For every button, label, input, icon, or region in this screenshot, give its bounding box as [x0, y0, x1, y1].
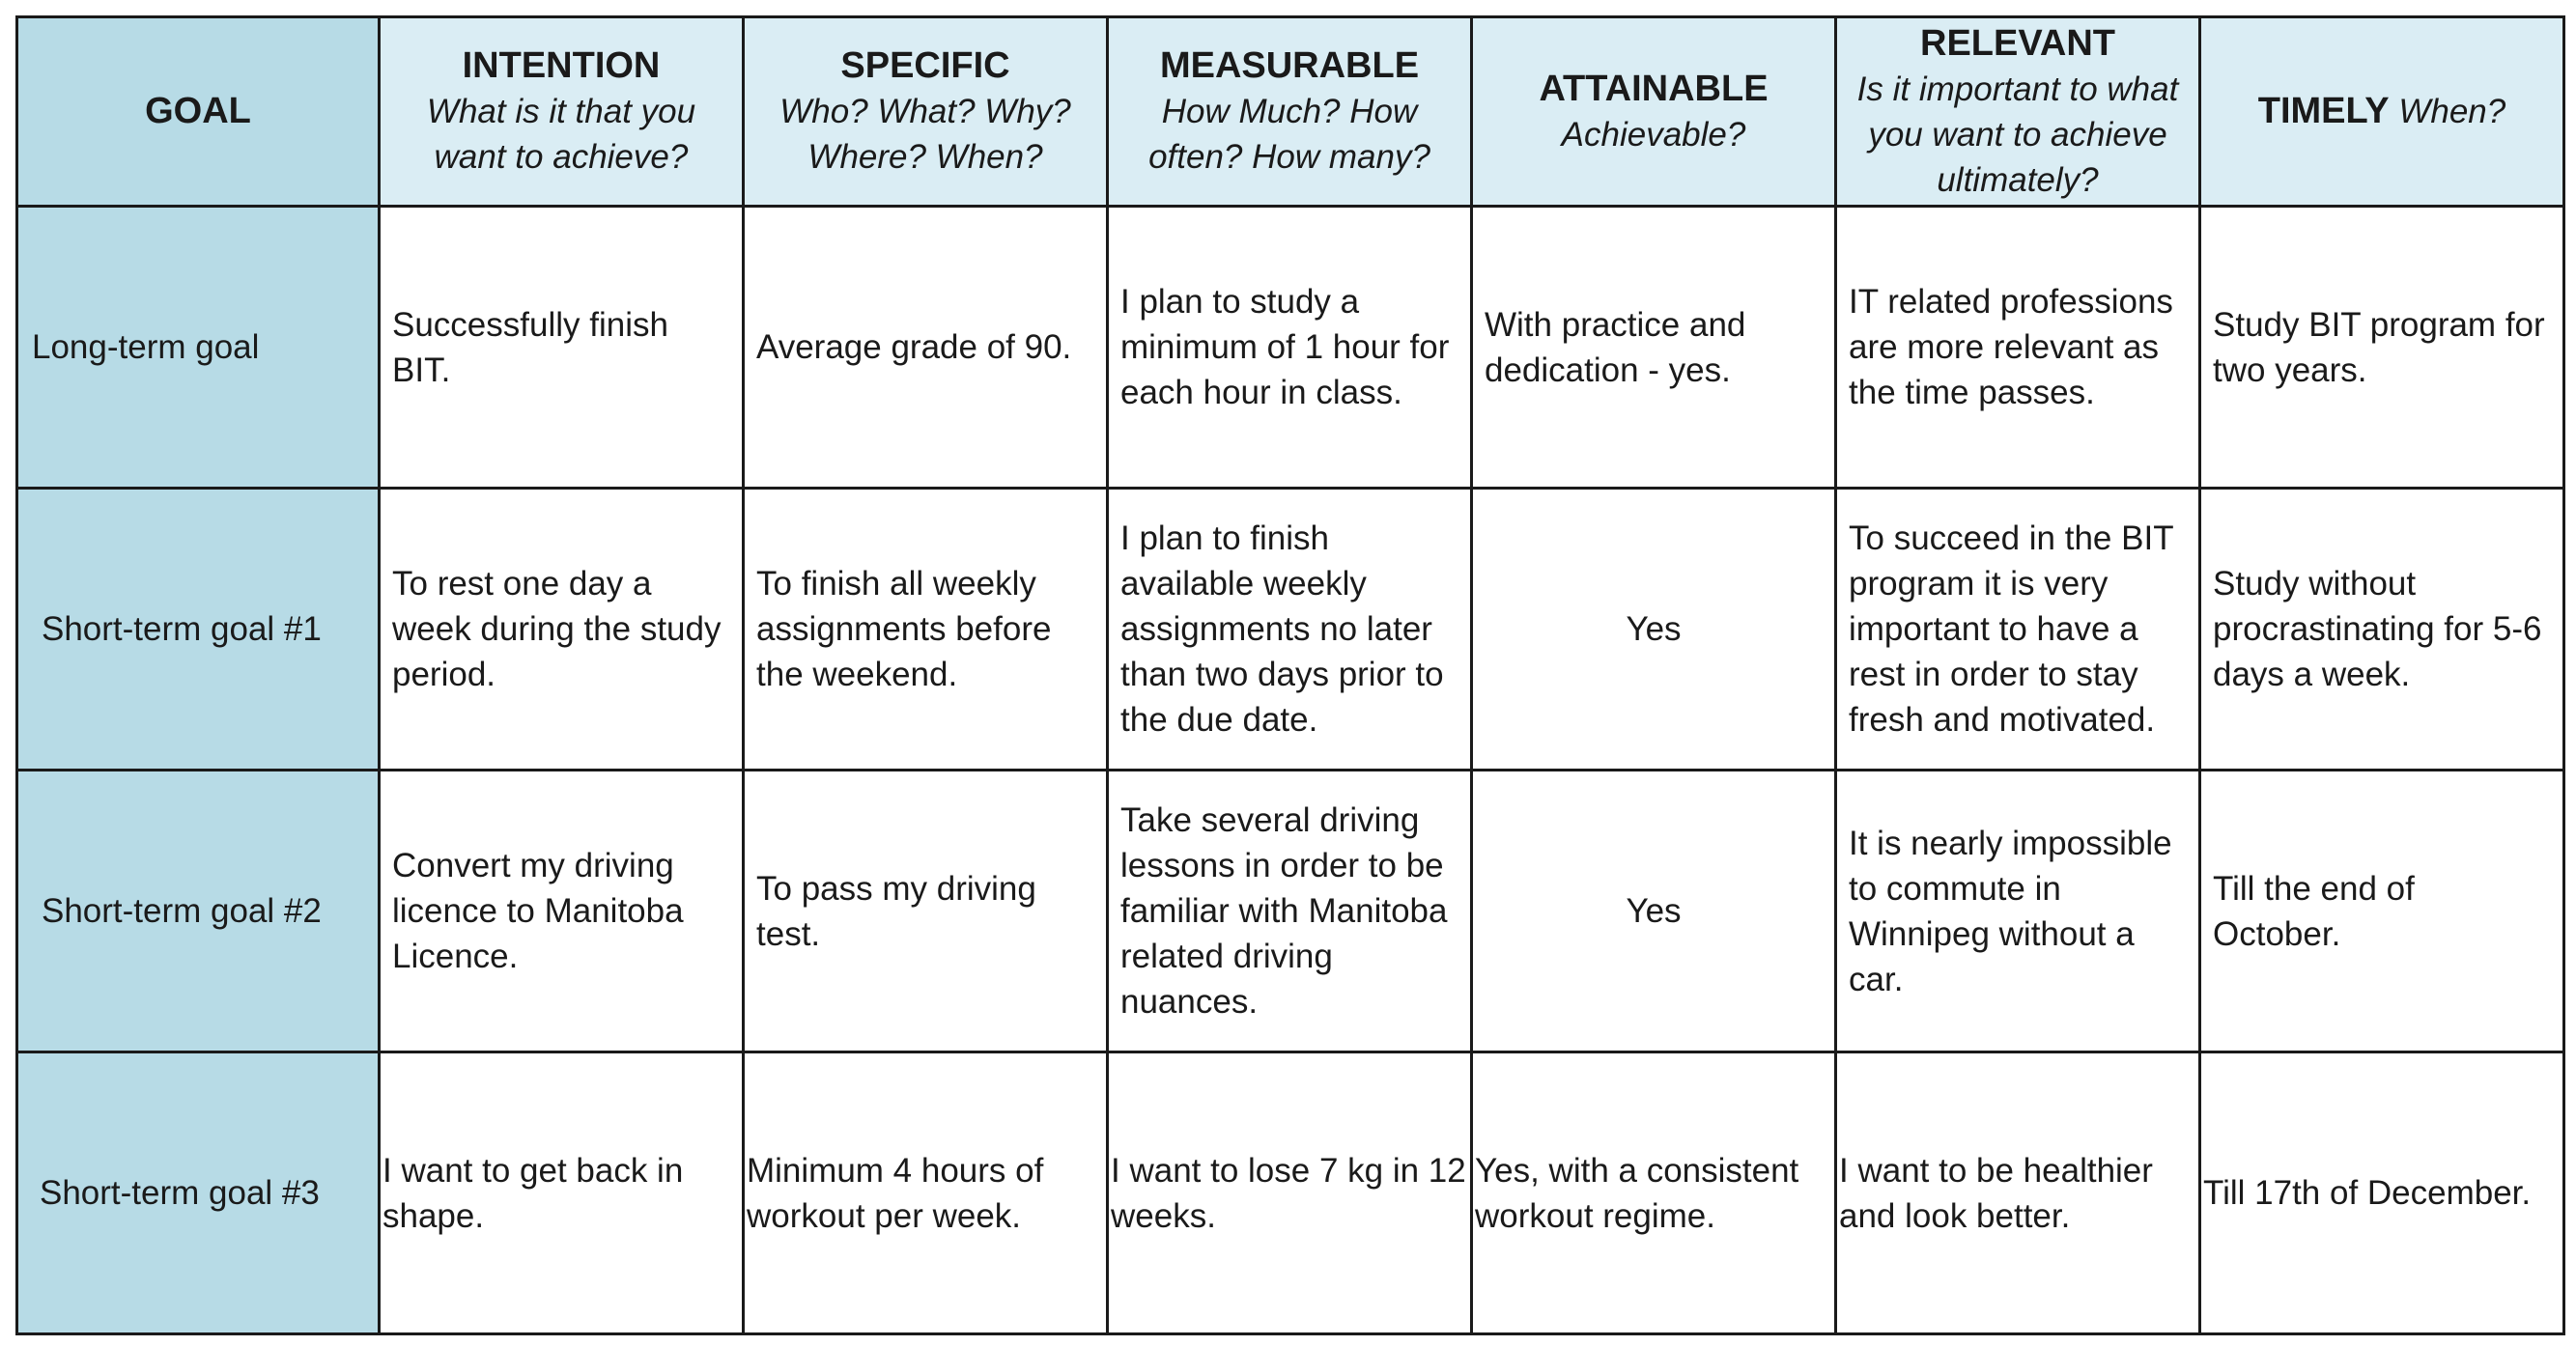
measurable-header-title: MEASURABLE: [1159, 45, 1420, 86]
timely-cell: Study BIT program for two years.: [2200, 207, 2564, 489]
specific-cell: To pass my driving test.: [744, 771, 1108, 1052]
header-row: [17, 17, 2564, 207]
relevant-header-question: Is it important to what you want to achieve ultimately?: [1856, 70, 2179, 199]
timely-cell: Till 17th of December.: [2200, 1052, 2564, 1334]
attainable-cell: Yes: [1472, 489, 1836, 771]
attainable-column-header: [1472, 17, 1836, 207]
intention-cell: To rest one day a week during the study period.: [380, 489, 744, 771]
table-row: [17, 207, 2564, 489]
specific-header-question: Who? What? Why? Where? When?: [779, 93, 1071, 176]
measurable-cell: I want to lose 7 kg in 12 weeks.: [1108, 1052, 1472, 1334]
intention-cell: Convert my driving licence to Manitoba Licence.: [380, 771, 744, 1052]
intention-cell: I want to get back in shape.: [380, 1052, 744, 1334]
intention-header-question: What is it that you want to achieve?: [426, 93, 696, 176]
intention-header-title: INTENTION: [462, 45, 661, 86]
relevant-cell: I want to be healthier and look better.: [1836, 1052, 2200, 1334]
attainable-cell: Yes, with a consistent workout regime.: [1472, 1052, 1836, 1334]
table-row: [17, 489, 2564, 771]
measurable-cell: I plan to finish available weekly assignments no later than two days prior to the due date.: [1108, 489, 1472, 771]
attainable-cell: Yes: [1472, 771, 1836, 1052]
measurable-cell: Take several driving lessons in order to be familiar with Manitoba related driving nuances.: [1108, 771, 1472, 1052]
goal-label: Short-term goal #3: [40, 1174, 320, 1212]
relevant-cell: To succeed in the BIT program it is very important to have a rest in order to stay fresh and motivated.: [1836, 489, 2200, 771]
timely-cell: Till the end of October.: [2200, 771, 2564, 1052]
timely-cell: Study without procrastinating for 5-6 days a week.: [2200, 489, 2564, 771]
goal-header-title: GOAL: [145, 91, 251, 131]
smart-goals-table: [15, 15, 2565, 1335]
measurable-column-header: [1108, 17, 1472, 207]
relevant-cell: It is nearly impossible to commute in Winnipeg without a car.: [1836, 771, 2200, 1052]
goal-column-header: [17, 17, 380, 207]
measurable-cell: I plan to study a minimum of 1 hour for each hour in class.: [1108, 207, 1472, 489]
table-row: [17, 1052, 2564, 1334]
attainable-cell: With practice and dedication - yes.: [1472, 207, 1836, 489]
specific-cell: To finish all weekly assignments before the weekend.: [744, 489, 1108, 771]
goal-cell: [17, 1052, 380, 1334]
attainable-header-title: ATTAINABLE: [1539, 68, 1769, 109]
intention-column-header: [380, 17, 744, 207]
goal-label: Short-term goal #1: [42, 610, 322, 648]
intention-cell: Successfully finish BIT.: [380, 207, 744, 489]
goal-cell: [17, 207, 380, 489]
goal-label: Short-term goal #2: [42, 892, 322, 930]
timely-header-title: TIMELY: [2257, 91, 2390, 131]
relevant-header-title: RELEVANT: [1920, 22, 2115, 64]
timely-column-header: [2200, 17, 2564, 207]
goal-label: Long-term goal: [32, 328, 260, 366]
goal-cell: [17, 489, 380, 771]
relevant-column-header: [1836, 17, 2200, 207]
timely-header-question: When?: [2398, 93, 2506, 130]
measurable-header-question: How Much? How often? How many?: [1148, 93, 1430, 176]
attainable-header-question: Achievable?: [1561, 115, 1746, 154]
goal-cell: [17, 771, 380, 1052]
specific-cell: Average grade of 90.: [744, 207, 1108, 489]
table-row: [17, 771, 2564, 1052]
specific-column-header: [744, 17, 1108, 207]
relevant-cell: IT related professions are more relevant as the time passes.: [1836, 207, 2200, 489]
specific-cell: Minimum 4 hours of workout per week.: [744, 1052, 1108, 1334]
specific-header-title: SPECIFIC: [840, 45, 1010, 86]
